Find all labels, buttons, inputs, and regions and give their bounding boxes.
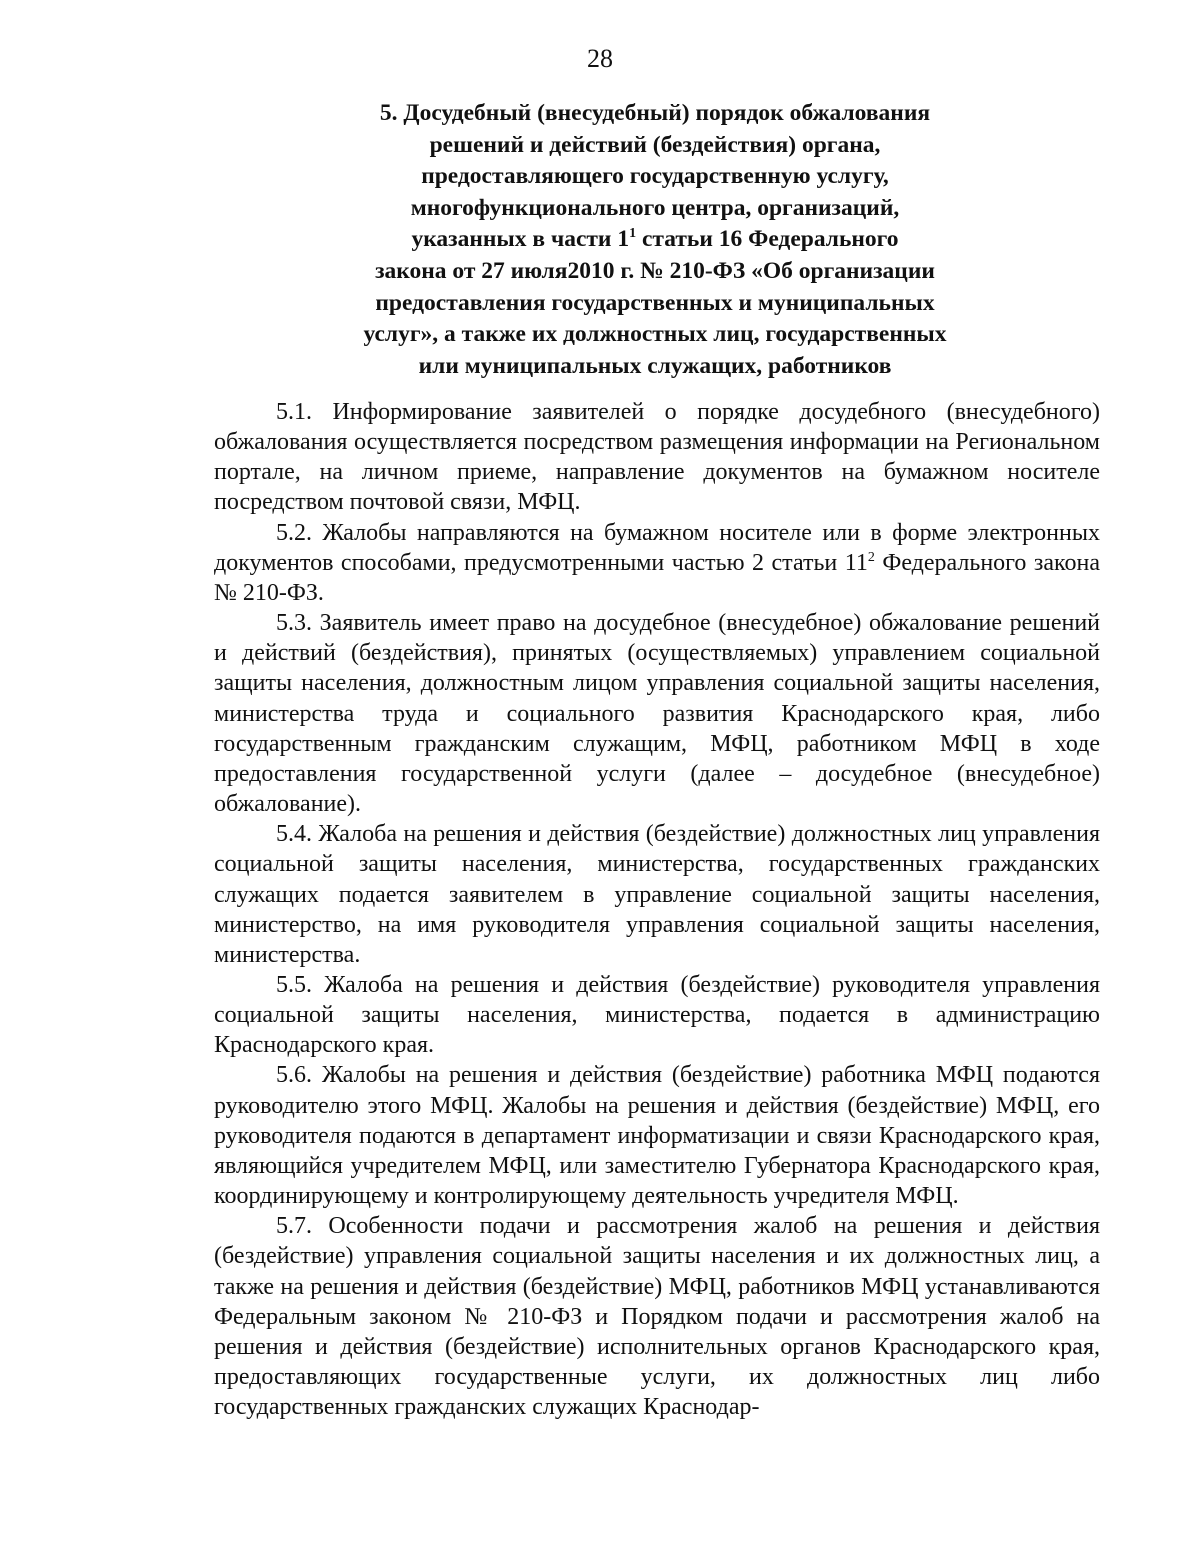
- heading-line: закона от 27 июля2010 г. № 210-ФЗ «Об организации: [375, 257, 935, 284]
- paragraph-text: Федерального закона № 210-ФЗ.: [214, 549, 1100, 606]
- heading-line: 5. Досудебный (внесудебный) порядок обжалования: [379, 100, 931, 126]
- heading-text: указанных в части 1: [411, 226, 630, 253]
- heading-line: решений и действий (бездействия) органа,: [429, 131, 881, 158]
- paragraph-5-5: 5.5. Жалоба на решения и действия (бездействие) руководителя управления социальной защиты населения, министерства, подается в администрацию Краснодарского края.: [214, 971, 1100, 1059]
- heading-line: [230, 224, 1080, 256]
- paragraph-5-4: 5.4. Жалоба на решения и действия (бездействие) должностных лиц управления социальной защиты населения, министерства, государственных гражданских служащих подается заявителем в управление социальной защиты населения, министерство, на имя руководителя управления социальной защиты населения, министерства.: [214, 821, 1100, 968]
- heading-line: услуг», а также их должностных лиц, государственных: [363, 321, 947, 348]
- heading-line: или муниципальных служащих, работников: [418, 352, 892, 379]
- heading-superscript: 1: [629, 226, 637, 242]
- paragraph-text: 5.2. Жалобы направляются на бумажном носителе или в форме электронных документов способами, предусмотренными частью 2 статьи 11: [214, 519, 1100, 576]
- heading-line: предоставления государственных и муниципальных: [375, 289, 935, 316]
- heading-text: статьи 16 Федерального: [636, 226, 899, 253]
- section-heading: [230, 98, 1080, 382]
- paragraph-5-7: 5.7. Особенности подачи и рассмотрения жалоб на решения и действия (бездействие) управления социальной защиты населения и их должностных лиц, а также на решения и действия (бездействие) МФЦ, работников МФЦ устанавливаются Федеральным законом № 210-ФЗ и Порядком подачи и рассмотрения жалоб на решения и действия (бездействие) исполнительных органов Краснодарского края, предоставляющих государственные услуги, их должностных лиц либо государственных гражданских служащих Краснодар-: [214, 1213, 1100, 1421]
- paragraph-5-2: [214, 518, 1100, 608]
- paragraph-superscript: 2: [867, 549, 875, 565]
- document-body: [214, 397, 1100, 1422]
- paragraph-5-1: 5.1. Информирование заявителей о порядке досудебного (внесудебного) обжалования осуществляется посредством размещения информации на Региональном портале, на личном приеме, направление документов на бумажном носителе посредством почтовой связи, МФЦ.: [214, 399, 1100, 516]
- heading-line: многофункционального центра, организаций,: [410, 194, 900, 221]
- heading-line: предоставляющего государственную услугу,: [421, 163, 889, 190]
- page-number: 28: [587, 44, 613, 73]
- paragraph-5-6: 5.6. Жалобы на решения и действия (бездействие) работника МФЦ подаются руководителю этого МФЦ. Жалобы на решения и действия (бездействие) МФЦ, его руководителя подаются в департамент информатизации и связи Краснодарского края, являющийся учредителем МФЦ, или заместителю Губернатора Краснодарского края, координирующему и контролирующему деятельность учредителя МФЦ.: [214, 1062, 1100, 1210]
- paragraph-5-3: 5.3. Заявитель имеет право на досудебное (внесудебное) обжалование решений и действий (бездействия), принятых (осуществляемых) управлением социальной защиты населения, должностным лицом управления социальной защиты населения, министерства труда и социального развития Краснодарского края, либо государственным гражданским служащим, МФЦ, работником МФЦ в ходе предоставления государственной услуги (далее – досудебное (внесудебное) обжалование).: [214, 610, 1100, 818]
